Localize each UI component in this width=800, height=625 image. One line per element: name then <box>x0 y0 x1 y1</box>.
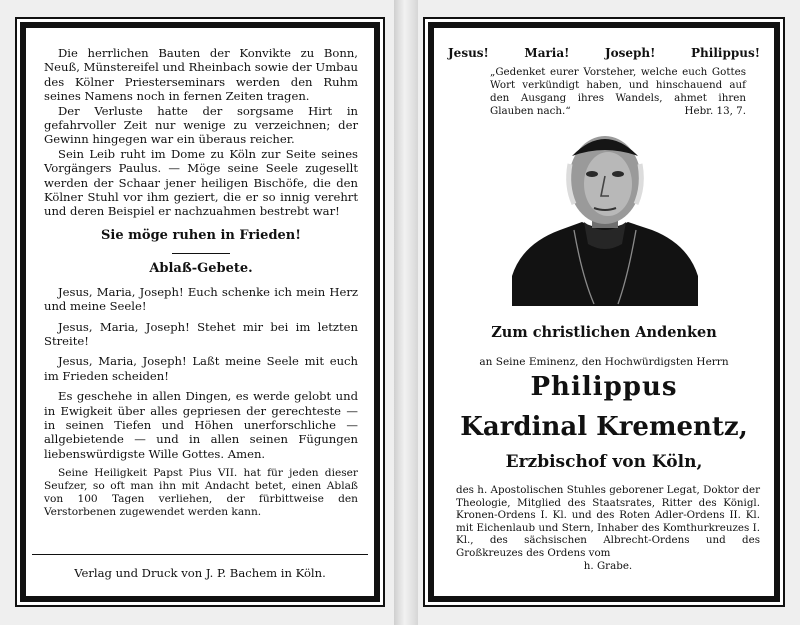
indulgence-note: Seine Heiligkeit Papst Pius VII. hat für jeden dieser Seufzer, so oft man ihn mit Andacht betet, einen Ablaß von 100 Tagen verliehen, der fürbittweise den Verstorbenen zugewendet werden kann. <box>44 467 358 519</box>
divider <box>172 253 230 254</box>
office-line: Erzbischof von Köln, <box>505 452 703 472</box>
quote-reference: Hebr. 13, 7. <box>684 105 746 117</box>
footer-rule <box>32 554 368 555</box>
prayer-2: Jesus, Maria, Joseph! Stehet mir bei im letzten Streite! <box>44 319 358 348</box>
name-last: Kardinal Krementz, <box>460 412 748 442</box>
left-text <box>44 46 358 519</box>
invocation-philippus: Philippus! <box>691 46 760 60</box>
scripture-quote <box>490 66 746 118</box>
paragraph-burial: Sein Leib ruht im Dome zu Köln zur Seite seines Vorgängers Paulus. — Möge seine Seele zugesellt werden der Schaar jener heiligen Bischöfe, die den Kölner Stuhl vor ihm geziert, die er so innig verehrt und deren Beispiel er nachzuahmen bestrebt war! <box>44 146 358 219</box>
invocations <box>448 46 760 60</box>
honors-text <box>456 484 760 572</box>
left-panel <box>20 22 380 602</box>
rest-in-peace: Sie möge ruhen in Frieden! <box>101 227 301 243</box>
prayer-4: Es geschehe in allen Dingen, es werde gelobt und in Ewigkeit über alles gepriesen der gerechteste — in seinen Tiefen und Höhen unerforschliche — allgebietende — und in allen seinen Fügungen liebenswürdigste Wille Gottes. Amen. <box>44 389 358 461</box>
cardinal-portrait <box>512 126 698 306</box>
right-panel <box>428 22 780 602</box>
invocation-jesus: Jesus! <box>448 46 489 60</box>
quote-text: „Gedenket eurer Vorsteher, welche euch Gottes Wort verkündigt haben, und hinschauend auf den Ausgang ihres Wandels, ahmet ihren Glauben nach.“ <box>490 66 746 117</box>
prayer-3: Jesus, Maria, Joseph! Laßt meine Seele mit euch im Frieden scheiden! <box>44 354 358 383</box>
dedication-line: an Seine Eminenz, den Hochwürdigsten Herrn <box>479 356 729 368</box>
ablass-heading: Ablaß-Gebete. <box>149 261 253 277</box>
name-first: Philippus <box>530 372 678 402</box>
card-fold <box>394 0 418 625</box>
paragraph-buildings: Die herrlichen Bauten der Konvikte zu Bonn, Neuß, Münstereifel und Rheinbach sowie der Umbau des Kölner Priesterseminars werden den Ruhm seines Namens noch in fernen Zeiten tragen. <box>44 46 358 104</box>
invocation-joseph: Joseph! <box>604 46 656 60</box>
honors-list: des h. Apostolischen Stuhles geborener Legat, Doktor der Theologie, Mitglied des Staatsrates, Ritter des Königl. Kronen-Ordens I. Kl. und des Roten Adler-Ordens II. Kl. mit Eichenlaub und Stern, Inhaber des Komthurkreuzes I. Kl., des sächsischen Albrecht-Ordens und des Großkreuzes des Ordens vom <box>456 484 760 559</box>
paragraph-losses: Der Verluste hatte der sorgsame Hirt in gefahrvoller Zeit nur wenige zu verzeichnen; der Gewinn hingegen war ein überaus reicher. <box>44 103 358 147</box>
prayer-1: Jesus, Maria, Joseph! Euch schenke ich mein Herz und meine Seele! <box>44 284 358 314</box>
memorial-title: Zum christlichen Andenken <box>491 324 717 341</box>
honors-last: h. Grabe. <box>583 559 633 572</box>
invocation-maria: Maria! <box>524 46 570 60</box>
publisher-line: Verlag und Druck von J. P. Bachem in Köln. <box>74 566 326 580</box>
